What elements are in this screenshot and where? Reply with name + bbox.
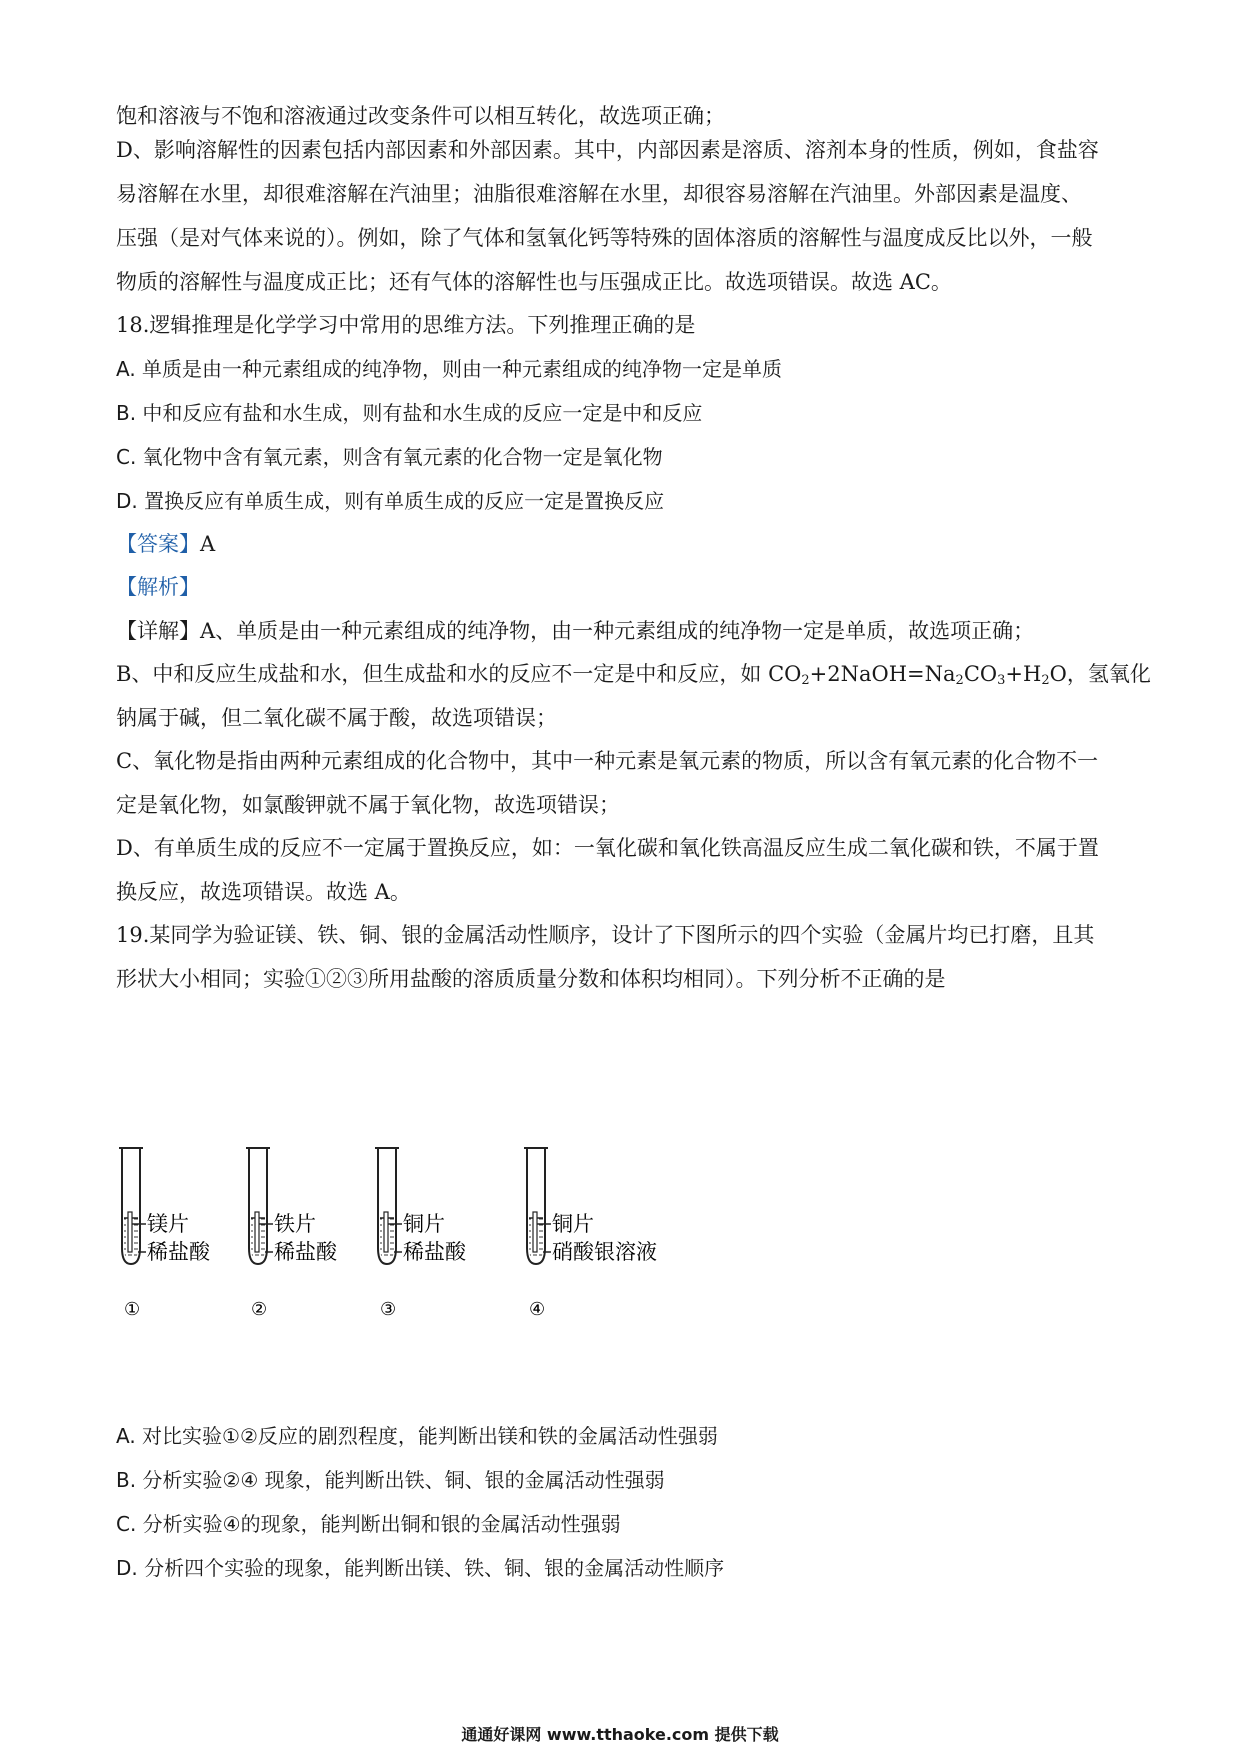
q18-option-c: C. 氧化物中含有氧元素，则含有氧元素的化合物一定是氧化物 — [116, 445, 663, 469]
tube-2-metal-label: 铁片 — [274, 1212, 316, 1236]
tube-1-solution-label: 稀盐酸 — [147, 1240, 210, 1264]
detail-text: +H — [1005, 662, 1042, 686]
paragraph-line: 压强（是对气体来说的）。例如，除了气体和氢氧化钙等特殊的固体溶质的溶解性与温度成反比以外，一般 — [116, 226, 1093, 250]
q18-analysis — [116, 572, 1136, 602]
q19-option-c: C. 分析实验④的现象，能判断出铜和银的金属活动性强弱 — [116, 1512, 621, 1536]
q19-option-b: B. 分析实验②④ 现象，能判断出铁、铜、银的金属活动性强弱 — [116, 1468, 665, 1492]
detail-text: B、中和反应生成盐和水，但生成盐和水的反应不一定是中和反应，如 CO — [116, 662, 802, 686]
paragraph-line: 饱和溶液与不饱和溶液通过改变条件可以相互转化，故选项正确； — [116, 104, 725, 128]
q18-detail-b1 — [116, 659, 1151, 696]
test-tube-3 — [375, 1148, 467, 1320]
tube-1-metal-label: 镁片 — [147, 1212, 189, 1236]
paragraph-line: 易溶解在水里，却很难溶解在汽油里；油脂很难溶解在水里，却很容易溶解在汽油里。外部因素是温度、 — [116, 182, 1082, 206]
tube-4-number: ④ — [529, 1299, 546, 1320]
paragraph-line: 物质的溶解性与温度成正比；还有气体的溶解性也与压强成正比。故选项错误。故选 AC。 — [116, 270, 952, 294]
tube-4-solution-label: 硝酸银溶液 — [552, 1240, 657, 1264]
answer-value: A — [200, 532, 216, 556]
answer-tag: 【答案】 — [116, 532, 200, 556]
q18-option-a: A. 单质是由一种元素组成的纯净物，则由一种元素组成的纯净物一定是单质 — [116, 357, 783, 381]
question-19-stem-2: 形状大小相同；实验①②③所用盐酸的溶质质量分数和体积均相同）。下列分析不正确的是 — [116, 967, 946, 991]
analysis-tag: 【解析】 — [116, 575, 200, 599]
detail-text: O，氢氧化 — [1049, 662, 1151, 686]
q18-detail-a — [116, 616, 1136, 646]
subscript: 3 — [997, 673, 1006, 688]
page-footer: 通通好课网 www.tthaoke.com 提供下载 — [461, 1725, 779, 1744]
subscript: 2 — [955, 673, 964, 688]
test-tube-4 — [524, 1148, 657, 1320]
q18-detail-c2: 定是氧化物，如氯酸钾就不属于氧化物，故选项错误； — [116, 793, 620, 817]
q18-answer — [116, 529, 1136, 559]
q18-option-b: B. 中和反应有盐和水生成，则有盐和水生成的反应一定是中和反应 — [116, 401, 703, 425]
q18-detail-b2: 钠属于碱，但二氧化碳不属于酸，故选项错误； — [116, 706, 557, 730]
tube-1-number: ① — [124, 1299, 141, 1320]
tube-3-solution-label: 稀盐酸 — [403, 1240, 466, 1264]
detail-tag: 【详解】 — [116, 619, 200, 643]
detail-text: CO — [963, 662, 998, 686]
q18-detail-d1: D、有单质生成的反应不一定属于置换反应，如：一氧化碳和氧化铁高温反应生成二氧化碳和铁，不属于置 — [116, 836, 1099, 860]
q18-option-d: D. 置换反应有单质生成，则有单质生成的反应一定是置换反应 — [116, 489, 665, 513]
paragraph-line: D、影响溶解性的因素包括内部因素和外部因素。其中，内部因素是溶质、溶剂本身的性质，例如，食盐容 — [116, 138, 1099, 162]
test-tube-2 — [246, 1148, 338, 1320]
detail-text: A、单质是由一种元素组成的纯净物，由一种元素组成的纯净物一定是单质，故选项正确； — [200, 619, 1035, 643]
q18-detail-d2: 换反应，故选项错误。故选 A。 — [116, 880, 411, 904]
tube-2-number: ② — [251, 1299, 268, 1320]
detail-text: +2NaOH=Na — [809, 662, 956, 686]
q19-option-a: A. 对比实验①②反应的剧烈程度，能判断出镁和铁的金属活动性强弱 — [116, 1424, 718, 1448]
tube-4-metal-label: 铜片 — [552, 1212, 594, 1236]
tube-3-number: ③ — [380, 1299, 397, 1320]
question-18-stem: 18.逻辑推理是化学学习中常用的思维方法。下列推理正确的是 — [116, 313, 696, 337]
subscript: 2 — [1041, 673, 1050, 688]
test-tube-diagram — [116, 1138, 796, 1338]
tube-3-metal-label: 铜片 — [403, 1212, 445, 1236]
question-19-stem-1: 19.某同学为验证镁、铁、铜、银的金属活动性顺序，设计了下图所示的四个实验（金属片均已打磨，且其 — [116, 923, 1095, 947]
test-tube-1 — [119, 1148, 211, 1320]
q19-option-d: D. 分析四个实验的现象，能判断出镁、铁、铜、银的金属活动性顺序 — [116, 1556, 725, 1580]
q18-detail-c1: C、氧化物是指由两种元素组成的化合物中，其中一种元素是氧元素的物质，所以含有氧元素的化合物不一 — [116, 749, 1099, 773]
tube-2-solution-label: 稀盐酸 — [274, 1240, 337, 1264]
subscript: 2 — [801, 673, 810, 688]
